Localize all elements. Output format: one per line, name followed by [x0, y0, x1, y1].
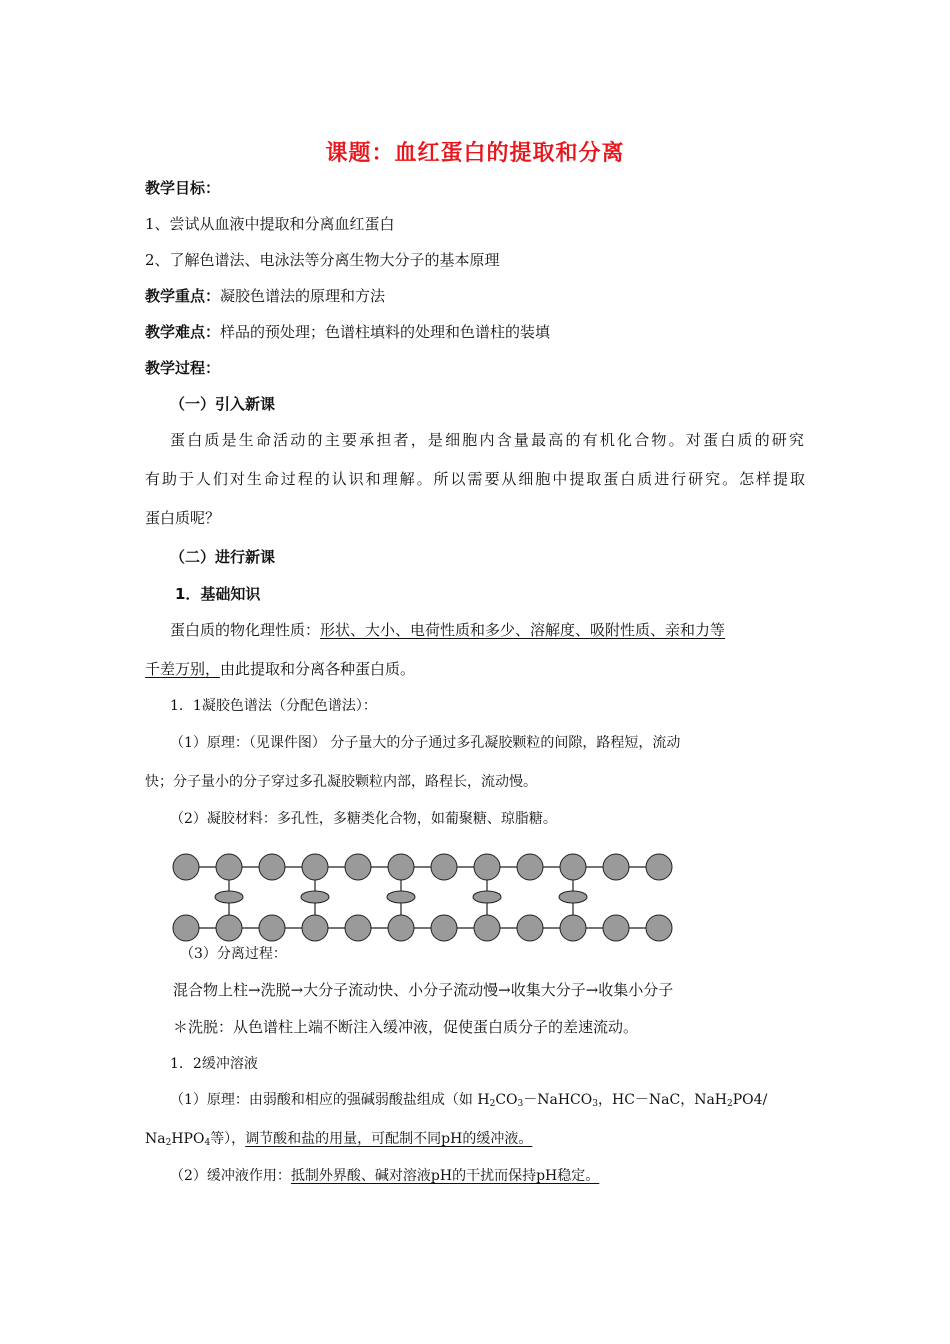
- buffer-function-underlined: 抵制外界酸、碱对溶液pH的干扰而保持pH稳定。: [290, 1168, 600, 1184]
- gel-bead-top: [603, 854, 629, 880]
- buffer-principle-line-2: [145, 1129, 532, 1153]
- gel-bead-top: [560, 854, 586, 880]
- gel-bead-bottom: [388, 915, 414, 941]
- gel-bead-top: [345, 854, 371, 880]
- buffer-function-prefix: （2）缓冲液作用：: [170, 1168, 291, 1184]
- subscript: 3: [517, 1099, 524, 1109]
- buffer-text-d: ，HC－NaC，NaH: [597, 1092, 728, 1108]
- gel-bead-top: [302, 854, 328, 880]
- crosslink-node: [215, 891, 243, 903]
- elution-note: ＊洗脱：从色谱柱上端不断注入缓冲液，促使蛋白质分子的差速流动。: [173, 1018, 639, 1036]
- goals-label: 教学目标：: [145, 179, 221, 197]
- buffer-text-hpo: HPO: [171, 1131, 205, 1147]
- props-prefix: 蛋白质的物化理性质：: [170, 621, 321, 639]
- crosslink-node: [387, 891, 415, 903]
- gel-bead-top: [431, 854, 457, 880]
- gel-bead-top: [388, 854, 414, 880]
- gel-bead-bottom: [259, 915, 285, 941]
- section1-line-1: 蛋白质是生命活动的主要承担者，是细胞内含量最高的有机化合物。对蛋白质的研究: [170, 431, 804, 449]
- basics-heading: 1．基础知识: [175, 585, 261, 603]
- crosslink-node: [473, 891, 501, 903]
- goal-item-2: 2、了解色谱法、电泳法等分离生物大分子的基本原理: [145, 251, 500, 269]
- gel-bead-top: [259, 854, 285, 880]
- buffer-underlined: 调节酸和盐的用量，可配制不同pH的缓冲液。: [245, 1131, 533, 1147]
- buffer-text-e: PO4/: [732, 1092, 768, 1108]
- buffer-function-line: [170, 1166, 599, 1186]
- section1-heading: （一）引入新课: [170, 395, 276, 413]
- difficulty-text: 样品的预处理；色谱柱填料的处理和色谱柱的装填: [220, 323, 551, 341]
- gel-bead-top: [173, 854, 199, 880]
- section1-line-3: 蛋白质呢？: [145, 509, 221, 527]
- goal-item-1: 1、尝试从血液中提取和分离血红蛋白: [145, 215, 395, 233]
- difficulty-label: 教学难点：: [145, 323, 221, 341]
- separation-label: （3）分离过程：: [180, 946, 287, 962]
- gel-bead-top: [517, 854, 543, 880]
- subscript: 4: [204, 1138, 211, 1148]
- gel-bead-bottom: [603, 915, 629, 941]
- gel-material: （2）凝胶材料：多孔性，多糖类化合物，如葡聚糖、琼脂糖。: [170, 811, 557, 827]
- gel-principle-2: 快；分子量小的分子穿过多孔凝胶颗粒内部，路程长，流动慢。: [145, 774, 537, 790]
- gel-bead-bottom: [173, 915, 199, 941]
- props-suffix: 由此提取和分离各种蛋白质。: [220, 660, 416, 678]
- props-underlined-2: 千差万别，: [145, 660, 221, 678]
- key-point-label: 教学重点：: [145, 287, 221, 305]
- props-underlined-1: 形状、大小、电荷性质和多少、溶解度、吸附性质、亲和力等: [320, 621, 726, 639]
- gel-bead-bottom: [302, 915, 328, 941]
- props-line-1: [170, 620, 725, 640]
- gel-bead-bottom: [216, 915, 242, 941]
- gel-bead-top: [474, 854, 500, 880]
- gel-bead-top: [646, 854, 672, 880]
- gel-bead-bottom: [517, 915, 543, 941]
- buffer-text-na: Na: [145, 1131, 166, 1147]
- difficulty-line: [145, 322, 550, 342]
- crosslink-node: [559, 891, 587, 903]
- gel-structure-diagram: [168, 848, 688, 942]
- buffer-heading: 1．2缓冲溶液: [170, 1056, 258, 1072]
- buffer-text-a: （1）原理：由弱酸和相应的强碱弱酸盐组成（如 H: [170, 1092, 490, 1108]
- buffer-text-etc: 等），: [210, 1131, 246, 1147]
- buffer-text-b: CO: [495, 1092, 518, 1108]
- props-line-2: [145, 659, 415, 679]
- subscript: 3: [592, 1099, 598, 1109]
- section1-line-2: 有助于人们对生命过程的认识和理解。所以需要从细胞中提取蛋白质进行研究。怎样提取: [145, 470, 805, 488]
- gel-bead-bottom: [474, 915, 500, 941]
- gel-bead-top: [216, 854, 242, 880]
- page-title: 课题：血红蛋白的提取和分离: [325, 141, 625, 166]
- gel-bead-bottom: [431, 915, 457, 941]
- gel-heading: 1．1凝胶色谱法（分配色谱法）：: [170, 698, 377, 714]
- gel-bead-bottom: [646, 915, 672, 941]
- key-point-text: 凝胶色谱法的原理和方法: [220, 287, 386, 305]
- buffer-text-c: －NaHCO: [523, 1092, 593, 1108]
- process-label: 教学过程：: [145, 359, 221, 377]
- subscript: 2: [165, 1138, 172, 1148]
- subscript: 2: [727, 1099, 733, 1109]
- gel-bead-bottom: [345, 915, 371, 941]
- gel-principle-1: （1）原理：（见课件图） 分子量大的分子通过多孔凝胶颗粒的间隙，路程短，流动: [170, 735, 681, 751]
- separation-flow: 混合物上柱→洗脱→大分子流动快、小分子流动慢→收集大分子→收集小分子: [173, 981, 674, 999]
- section2-heading: （二）进行新课: [170, 548, 276, 566]
- key-point-line: [145, 286, 385, 306]
- subscript: 2: [489, 1099, 496, 1109]
- gel-bead-bottom: [560, 915, 586, 941]
- crosslink-node: [301, 891, 329, 903]
- buffer-principle-line-1: [170, 1090, 767, 1114]
